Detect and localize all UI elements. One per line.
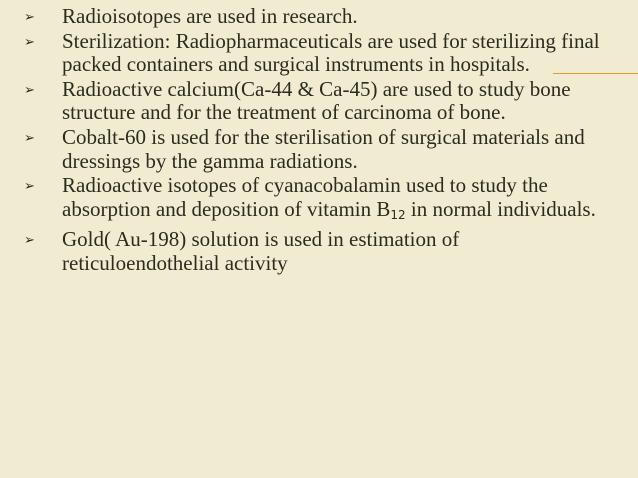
bullet-list: [0, 5, 620, 277]
bullet-text-after: in normal individuals.: [405, 196, 596, 221]
arrow-bullet-icon: ➢: [24, 233, 35, 249]
bullet-text: Sterilization: Radiopharmaceuticals are used for sterilizing final packed containers and surgical instruments in hospitals.: [62, 28, 600, 77]
arrow-bullet-icon: ➢: [24, 179, 35, 195]
bullet-item-research: [0, 5, 620, 29]
bullet-text: [62, 173, 596, 221]
bullet-item-cyanocobalamin: [0, 174, 620, 227]
bullet-text: Gold( Au-198) solution is used in estimation of reticuloendothelial activity: [62, 227, 460, 275]
bullet-text: Radioactive calcium(Ca-44 & Ca-45) are used to study bone structure and for the treatment of carcinoma of bone.: [62, 76, 571, 125]
bullet-text: Cobalt-60 is used for the sterilisation of surgical materials and dressings by the gamma radiations.: [62, 124, 585, 173]
bullet-item-cobalt: [0, 126, 620, 173]
bullet-text: Radioisotopes are used in research.: [62, 4, 358, 28]
bullet-text-before: Radioactive isotopes of cyanacobalamin used to study the absorption and deposition of vitamin B: [62, 173, 548, 221]
arrow-bullet-icon: ➢: [24, 10, 35, 25]
bullet-item-sterilization: [0, 30, 620, 77]
bullet-item-calcium: [0, 78, 620, 125]
arrow-bullet-icon: ➢: [24, 82, 35, 98]
subscript-twelve: 12: [390, 207, 406, 222]
arrow-bullet-icon: ➢: [24, 34, 35, 50]
arrow-bullet-icon: ➢: [24, 130, 35, 146]
bullet-item-gold: [0, 228, 620, 275]
